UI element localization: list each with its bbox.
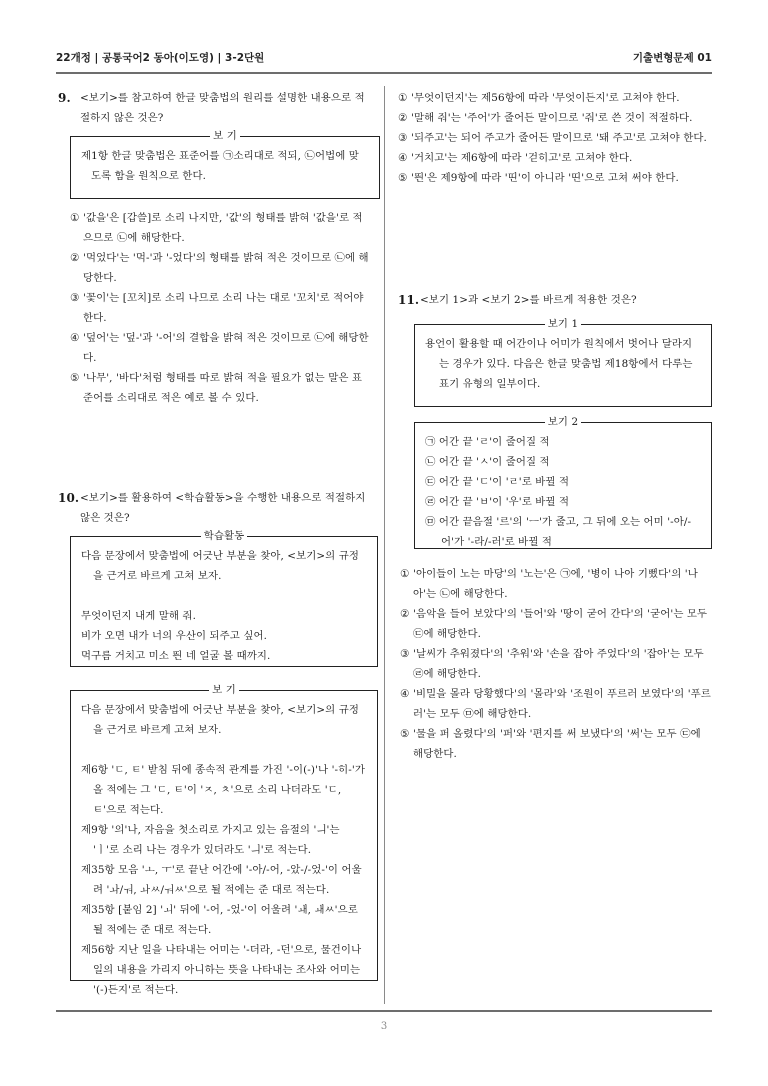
option-3[interactable]: ③ '꽃이'는 [꼬치]로 소리 나므로 소리 나는 대로 '꼬치'로 적어야 한다. — [70, 292, 364, 324]
option-1[interactable]: ① '값을'은 [갑쓸]로 소리 나지만, '값'의 형태를 밝혀 '값을'로 적으므로 ㉡에 해당한다. — [70, 212, 363, 244]
option-2[interactable]: ② '말해 줘'는 '주어'가 줄어든 말이므로 '줘'로 쓴 것이 적절하다. — [398, 112, 693, 124]
question-number: 11. — [398, 293, 420, 307]
question-stem: <보기>를 활용하여 <학습활동>을 수행한 내용으로 적절하지 않은 것은? — [80, 492, 366, 524]
option-4[interactable]: ④ '덮어'는 '덮-'과 '-어'의 결합을 밝혀 적은 것이므로 ㉡에 해당한다. — [70, 332, 369, 364]
option-3[interactable]: ③ '날씨가 추워졌다'의 '추워'와 '손을 잡아 주었다'의 '잡아'는 모두 ㉣에 해당한다. — [400, 648, 704, 680]
box-title: 보기 2 — [545, 416, 581, 428]
box-title: 보 기 — [209, 684, 239, 696]
question-number: 9. — [58, 91, 71, 105]
example-box-2 — [414, 416, 712, 549]
activity-sentence: 무엇이던지 내게 말해 줘. — [81, 610, 196, 622]
question-11 — [398, 290, 714, 310]
question-stem: <보기>를 참고하여 한글 맞춤법의 원리를 설명한 내용으로 적절하지 않은 것은? — [80, 92, 365, 124]
option-2[interactable]: ② '먹었다'는 '먹-'과 '-었다'의 형태를 밝혀 적은 것이므로 ㉡에 해당한다. — [70, 252, 369, 284]
option-4[interactable]: ④ '비밀을 몰라 당황했다'의 '몰라'와 '조원이 푸르러 보였다'의 '푸르러'는 모두 ㉤에 해당한다. — [400, 688, 711, 720]
worksheet-title: 기출변형문제 01 — [632, 52, 712, 64]
question-9 — [58, 88, 370, 128]
activity-intro: 다음 문장에서 맞춤법에 어긋난 부분을 찾아, <보기>의 규정을 근거로 바르게 고쳐 보자. — [81, 550, 359, 582]
page-number: 3 — [380, 1021, 388, 1032]
option-4[interactable]: ④ '거치고'는 제6항에 따라 '걷히고'로 고쳐야 한다. — [398, 152, 633, 164]
box-title: 보 기 — [210, 130, 240, 142]
box-item: ㉡ 어간 끝 'ㅅ'이 줄어질 적 — [425, 456, 550, 468]
option-3[interactable]: ③ '되주고'는 되어 주고가 줄어든 말이므로 '돼 주고'로 고쳐야 한다. — [398, 132, 707, 144]
option-2[interactable]: ② '음악을 들어 보았다'의 '들어'와 '땅이 굳어 간다'의 '굳어'는 모두 ㉢에 해당한다. — [400, 608, 708, 640]
column-divider — [384, 86, 385, 1004]
option-1[interactable]: ① '아이들이 노는 마당'의 '노는'은 ㉠에, '병이 나아 기뻤다'의 '나아'는 ㉡에 해당한다. — [400, 568, 698, 600]
option-5[interactable]: ⑤ '물을 퍼 올렸다'의 '퍼'와 '편지를 써 보냈다'의 '써'는 모두 ㉢에 해당한다. — [400, 728, 701, 760]
box-intro: 다음 문장에서 맞춤법에 어긋난 부분을 찾아, <보기>의 규정을 근거로 바르게 고쳐 보자. — [81, 704, 359, 736]
rule-item: 제56항 지난 일을 나타내는 어미는 '-더라, -던'으로, 물건이나 일의 내용을 가리지 아니하는 뜻을 나타내는 조사와 어미는 '(-)든지'로 적는다. — [81, 944, 362, 996]
question-10 — [58, 488, 370, 528]
q9-options — [58, 208, 370, 408]
box-title: 보기 1 — [545, 318, 581, 330]
box-item: ㉤ 어간 끝음절 '르'의 'ㅡ'가 줄고, 그 뒤에 오는 어미 '-아/-어'가 '-라/-러'로 바뀔 적 — [425, 516, 692, 548]
rule-item: 제35항 [붙임 2] 'ㅚ' 뒤에 '-어, -었-'이 어울려 'ㅙ, ㅙㅆ'으로 될 적에는 준 대로 적는다. — [81, 904, 358, 936]
q11-options — [398, 564, 714, 764]
activity-sentence: 먹구름 거치고 미소 띈 네 얼굴 볼 때까지. — [81, 650, 271, 662]
course-info: 22개정 | 공통국어2 동아(이도영) | 3-2단원 — [56, 52, 265, 64]
question-number: 10. — [58, 491, 80, 505]
box-item: ㉠ 어간 끝 'ㄹ'이 줄어질 적 — [425, 436, 550, 448]
box-text: 용언이 활용할 때 어간이나 어미가 원칙에서 벗어나 달라지는 경우가 있다. 다음은 한글 맞춤법 제18항에서 다루는 표기 유형의 일부이다. — [425, 338, 693, 390]
activity-box — [70, 530, 378, 667]
rule-item: 제35항 모음 'ㅗ, ㅜ'로 끝난 어간에 '-아/-어, -았-/-었-'이 어울려 'ㅘ/ㅝ, ㅘㅆ/ㅝㅆ'으로 될 적에는 준 대로 적는다. — [81, 864, 362, 896]
box-item: ㉣ 어간 끝 'ㅂ'이 '우'로 바뀔 적 — [425, 496, 570, 508]
activity-sentence: 비가 오면 내가 너의 우산이 되주고 싶어. — [81, 630, 268, 642]
bottom-rule — [56, 1010, 712, 1012]
box-text: 제1항 한글 맞춤법은 표준어를 ㉠소리대로 적되, ㉡어법에 맞도록 함을 원칙으로 한다. — [81, 150, 359, 182]
box-item: ㉢ 어간 끝 'ㄷ'이 'ㄹ'로 바뀔 적 — [425, 476, 570, 488]
question-stem: <보기 1>과 <보기 2>를 바르게 적용한 것은? — [420, 294, 637, 306]
option-5[interactable]: ⑤ '나무', '바다'처럼 형태를 따로 밝혀 적을 필요가 없는 말은 표준어를 소리대로 적은 예로 볼 수 있다. — [70, 372, 363, 404]
option-5[interactable]: ⑤ '띈'은 제9항에 따라 '띤'이 아니라 '띤'으로 고쳐 써야 한다. — [398, 172, 679, 184]
q10-options — [398, 88, 714, 188]
example-box-1 — [414, 318, 712, 407]
top-rule — [56, 72, 712, 74]
rule-item: 제9항 '의'나, 자음을 첫소리로 가지고 있는 음절의 'ㅢ'는 'ㅣ'로 소리 나는 경우가 있더라도 'ㅢ'로 적는다. — [81, 824, 340, 856]
page-header — [56, 50, 712, 66]
example-box — [70, 130, 380, 199]
example-box — [70, 684, 378, 996]
option-1[interactable]: ① '무엇이던지'는 제56항에 따라 '무엇이든지'로 고쳐야 한다. — [398, 92, 680, 104]
box-title: 학습활동 — [201, 530, 248, 542]
rule-item: 제6항 'ㄷ, ㅌ' 받침 뒤에 종속적 관계를 가진 '-이(-)'나 '-히-'가 올 적에는 그 'ㄷ, ㅌ'이 'ㅈ, ㅊ'으로 소리 나더라도 'ㄷ, ㅌ'으로 적는다. — [81, 764, 365, 816]
